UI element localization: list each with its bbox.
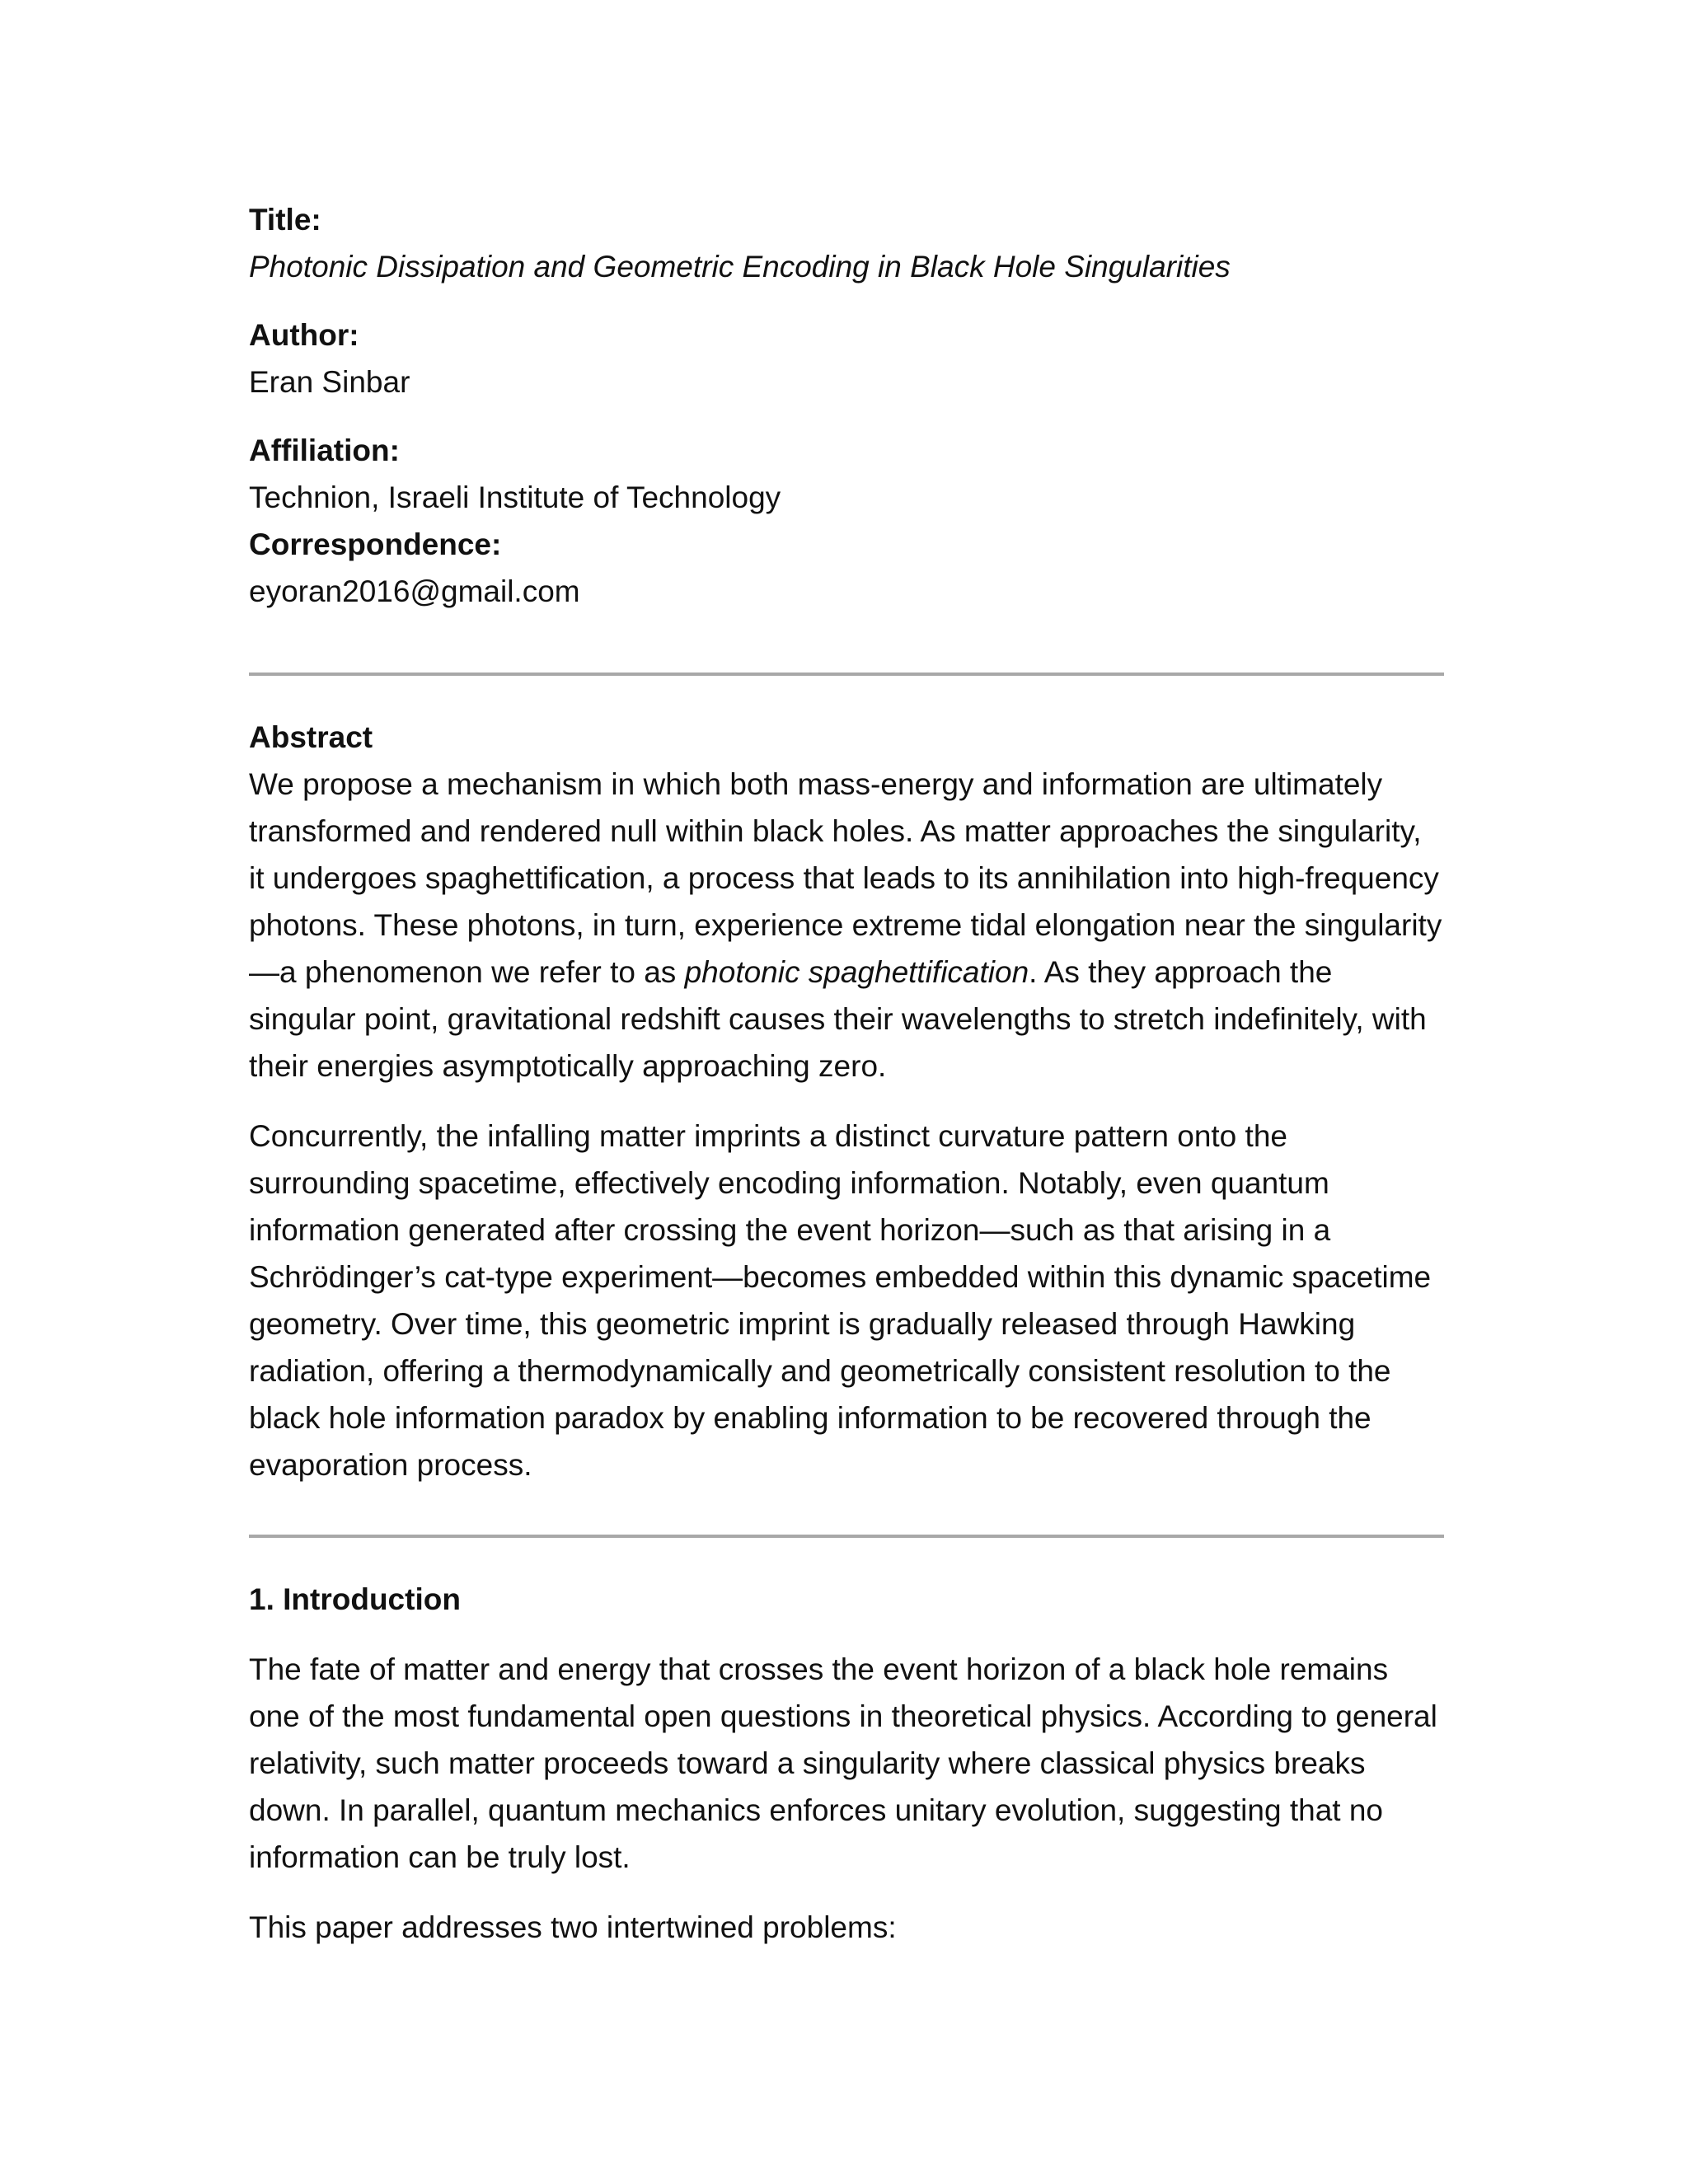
author-name: Eran Sinbar — [249, 365, 410, 399]
section-divider — [249, 673, 1444, 676]
title-label: Title: — [249, 203, 321, 237]
correspondence-block — [249, 521, 1444, 615]
abstract-section — [249, 714, 1444, 1488]
affiliation-value: Technion, Israeli Institute of Technology — [249, 480, 781, 514]
correspondence-email: eyoran2016@gmail.com — [249, 574, 580, 608]
affiliation-block — [249, 427, 1444, 521]
title-block — [249, 196, 1444, 290]
abstract-heading: Abstract — [249, 720, 373, 754]
author-block — [249, 312, 1444, 405]
abstract-p1-emphasis: photonic spaghettification — [684, 955, 1029, 989]
affiliation-label: Affiliation: — [249, 434, 400, 467]
introduction-paragraph-1: The fate of matter and energy that crosses the event horizon of a black hole remains one of the most fundamental open questions in theoretical physics. According to general relativity, such matter proceeds toward a singularity where classical physics breaks down. In parallel, quantum mechanics enforces unitary evolution, suggesting that no information can be truly lost. — [249, 1652, 1437, 1874]
abstract-p1-text-b: . As they approach the singular point, gravitational redshift causes their wavelengths to stretch indefinitely, with their energies asymptotically approaching zero. — [249, 955, 1427, 1083]
paper-title: Photonic Dissipation and Geometric Encoding in Black Hole Singularities — [249, 250, 1231, 284]
section-divider — [249, 1535, 1444, 1538]
abstract-p1-text-a: We propose a mechanism in which both mass-energy and information are ultimately transformed and rendered null within black holes. As matter approaches the singularity, it undergoes spaghettification, a process that leads to its annihilation into high-frequency photons. These photons, in turn, experience extreme tidal elongation near the singularity—a phenomenon we refer to as — [249, 767, 1442, 989]
introduction-section — [249, 1576, 1444, 1951]
paper-page — [249, 196, 1444, 1974]
introduction-paragraph-2: This paper addresses two intertwined problems: — [249, 1910, 897, 1944]
abstract-paragraph-1 — [249, 761, 1444, 1090]
abstract-paragraph-2: Concurrently, the infalling matter imprints a distinct curvature pattern onto the surrounding spacetime, effectively encoding information. Notably, even quantum information generated after crossing the event horizon—such as that arising in a Schrödinger’s cat-type experiment—becomes embedded within this dynamic spacetime geometry. Over time, this geometric imprint is gradually released through Hawking radiation, offering a thermodynamically and geometrically consistent resolution to the black hole information paradox by enabling information to be recovered through the evaporation process. — [249, 1119, 1432, 1482]
correspondence-label: Correspondence: — [249, 527, 502, 561]
introduction-heading: 1. Introduction — [249, 1582, 461, 1616]
author-label: Author: — [249, 318, 359, 352]
